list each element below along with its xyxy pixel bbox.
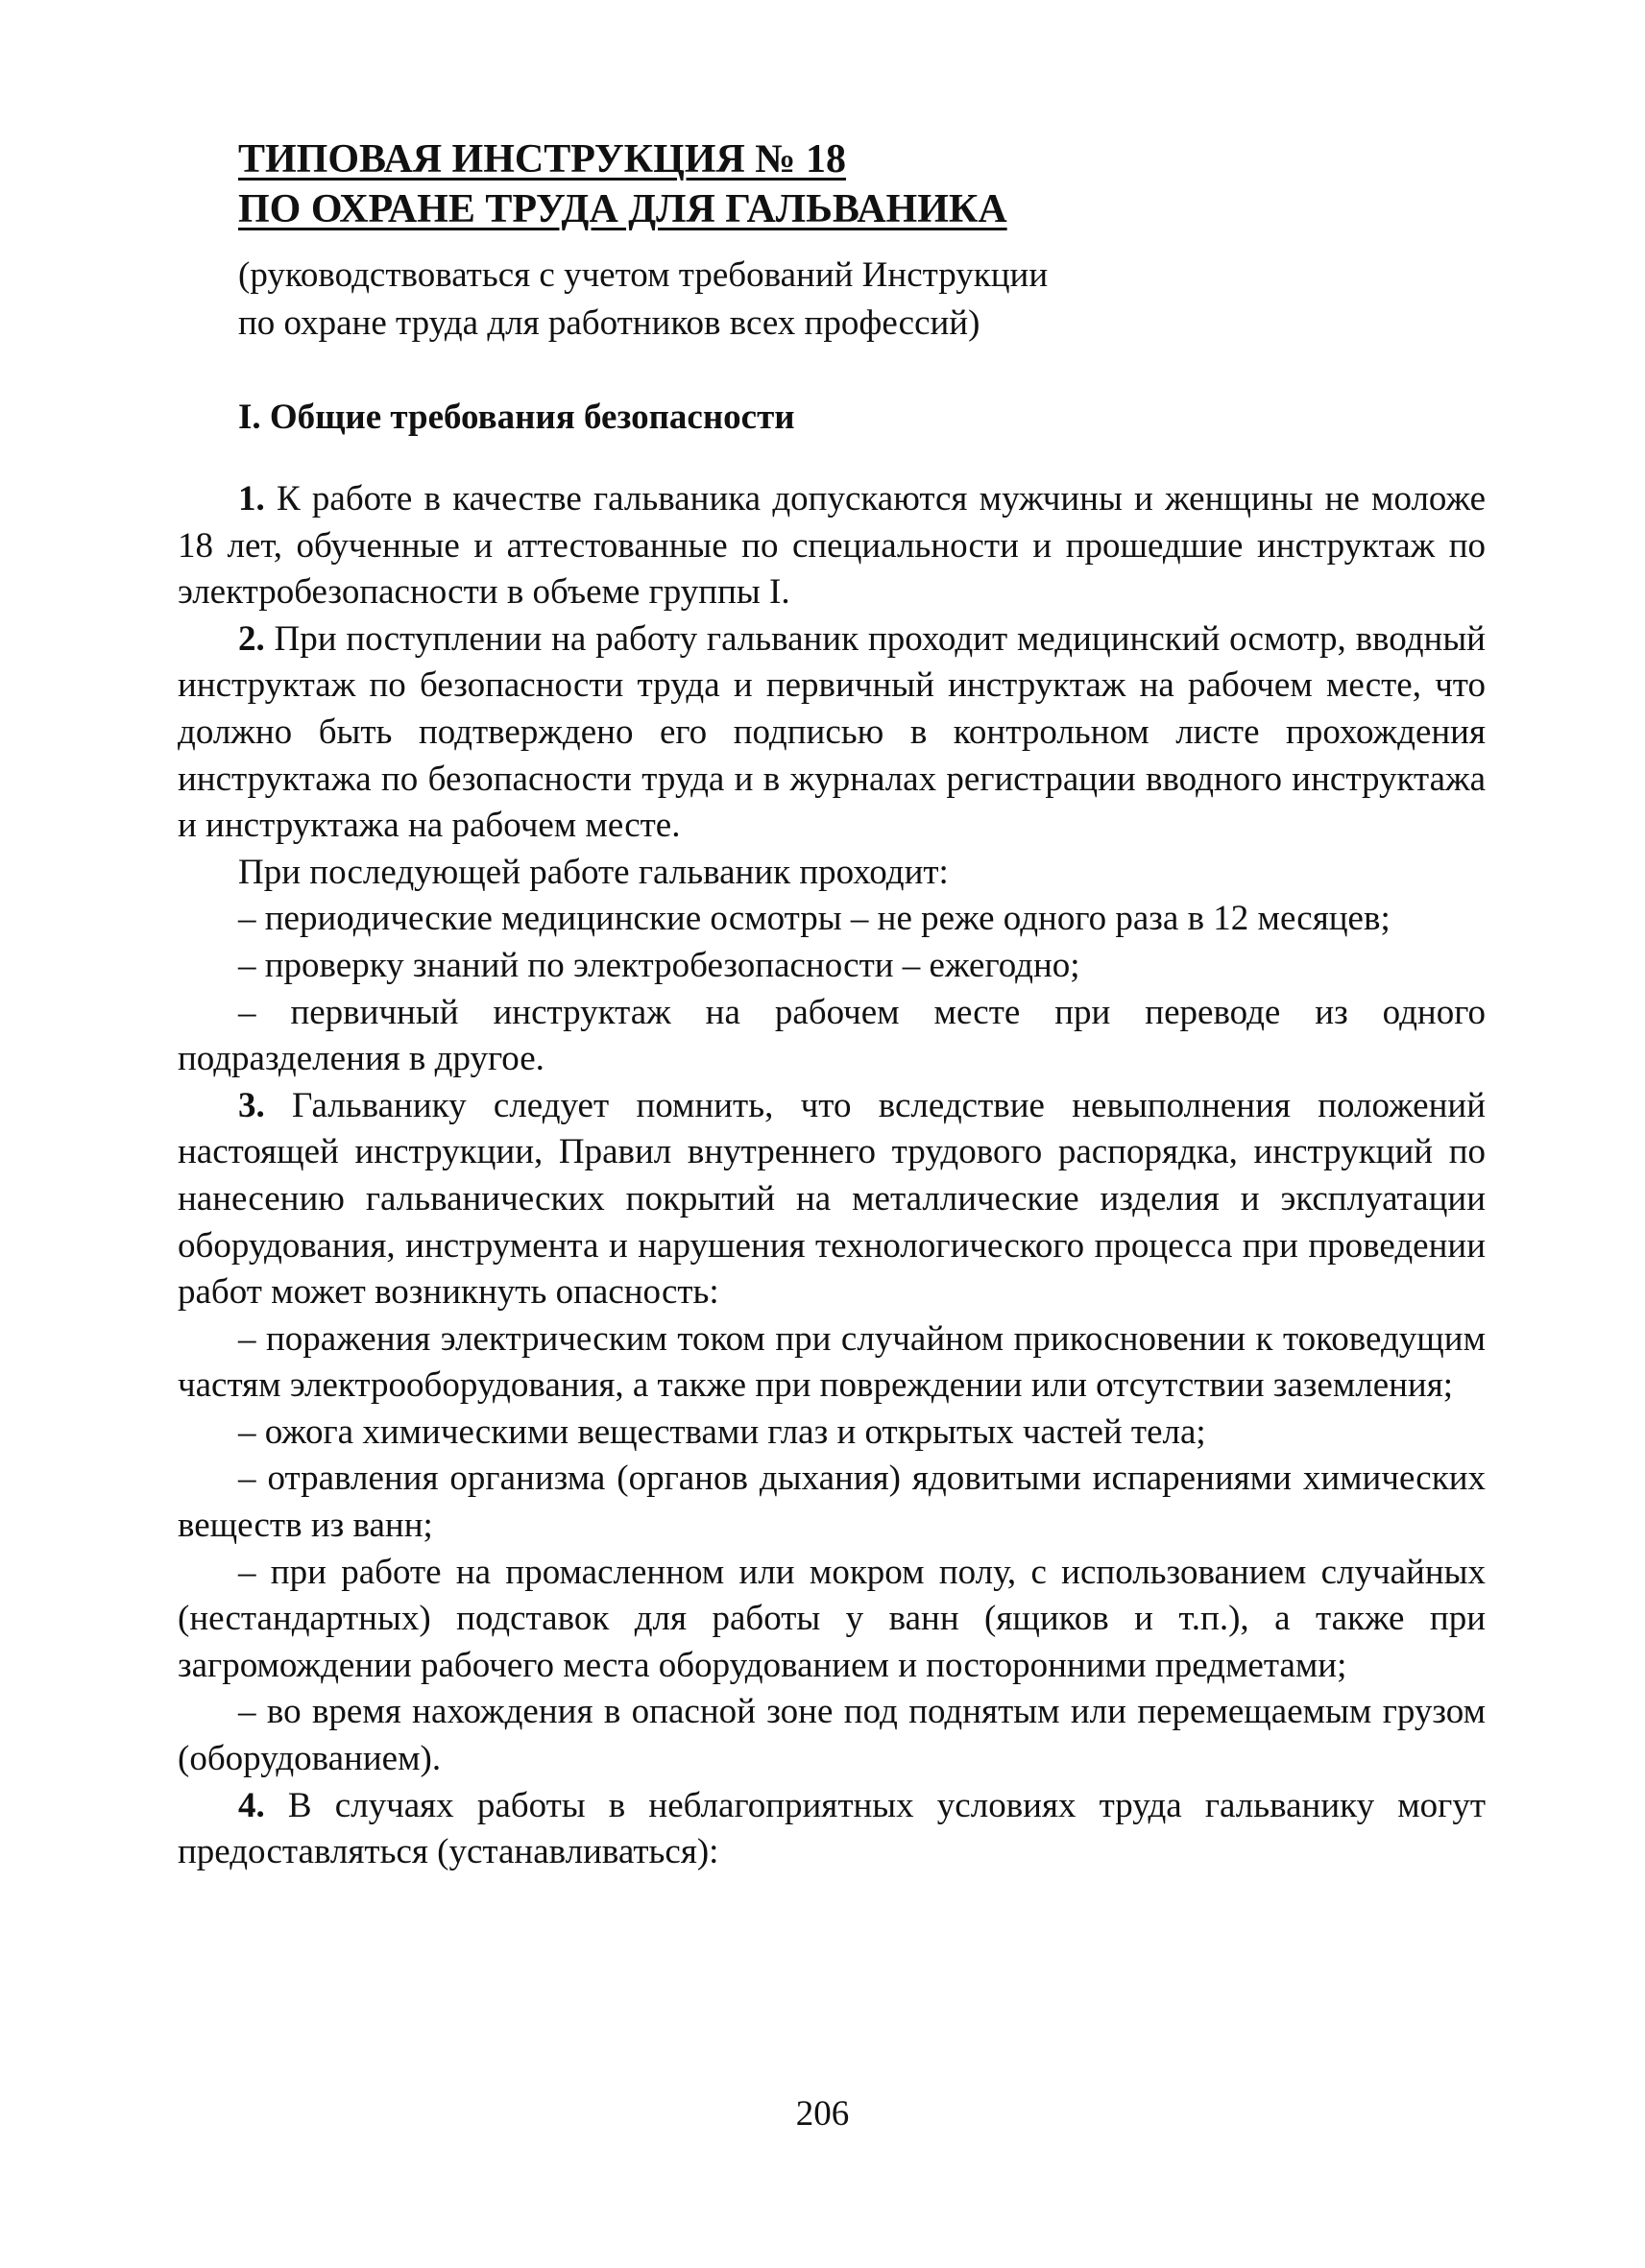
list-item [178, 1689, 1486, 1782]
paragraph-text: – при работе на промасленном или мокром полу, с использованием случайных (нестандартных) подставок для работы у ванн (ящиков и т.п.), а также при загромождении рабочего места оборудованием и посторонними предметами; [178, 1552, 1486, 1685]
paragraph-text: – проверку знаний по электробезопасности – ежегодно; [238, 945, 1080, 985]
list-item [178, 1410, 1486, 1457]
document-subtitle [238, 252, 1391, 348]
paragraph [178, 1783, 1486, 1876]
list-item [178, 943, 1486, 990]
paragraph-text: К работе в качестве гальваника допускаются мужчины и женщины не моложе 18 лет, обученные и аттестованные по специальности и прошедшие инструктаж по электробезопасности в объеме группы I. [178, 479, 1486, 613]
document-body [178, 476, 1486, 1876]
paragraph [178, 850, 1486, 897]
list-item [178, 1456, 1486, 1549]
list-item [178, 896, 1486, 943]
paragraph-text: – первичный инструктаж на рабочем месте при переводе из одного подразделения в другое. [178, 992, 1486, 1079]
paragraph-text: При последующей работе гальваник проходит: [238, 852, 949, 892]
paragraph-text: – ожога химическими веществами глаз и открытых частей тела; [238, 1411, 1206, 1452]
subtitle-line-1: (руководствоваться с учетом требований Инструкции [238, 255, 1049, 295]
paragraph-number: 1. [238, 479, 265, 519]
subtitle-line-2: по охране труда для работников всех профессий) [238, 303, 980, 343]
title-line-1: ТИПОВАЯ ИНСТРУКЦИЯ № 18 [238, 137, 846, 181]
paragraph-text: – периодические медицинские осмотры – не реже одного раза в 12 месяцев; [238, 899, 1391, 939]
paragraph [178, 1083, 1486, 1316]
paragraph-text: – поражения электрическим током при случайном прикосновении к токоведущим частям электрооборудования, а также при повреждении или отсутствии заземления; [178, 1318, 1486, 1406]
document-title [238, 134, 1486, 234]
section-heading: I. Общие требования безопасности [238, 398, 795, 437]
list-item [178, 1316, 1486, 1410]
paragraph-text: В случаях работы в неблагоприятных условиях труда гальванику могут предоставляться (устанавливаться): [178, 1785, 1486, 1872]
paragraph-text: Гальванику следует помнить, что вследствие невыполнения положений настоящей инструкции, Правил внутреннего трудового распорядка, инструкций по нанесению гальванических покрытий на металлические изделия и эксплуатации оборудования, инструмента и нарушения технологического процесса при проведении работ может возникнуть опасность: [178, 1085, 1486, 1313]
paragraph [178, 476, 1486, 616]
paragraph [178, 616, 1486, 850]
paragraph-number: 3. [238, 1085, 265, 1125]
page-number: 206 [795, 2094, 850, 2134]
title-line-2: ПО ОХРАНЕ ТРУДА ДЛЯ ГАЛЬВАНИКА [238, 187, 1007, 231]
document-page [178, 134, 1486, 1876]
paragraph-number: 4. [238, 1785, 265, 1825]
paragraph-text: При поступлении на работу гальваник проходит медицинский осмотр, вводный инструктаж по безопасности труда и первичный инструктаж на рабочем месте, что должно быть подтверждено его подписью в контрольном листе прохождения инструктажа по безопасности труда и в журналах регистрации вводного инструктажа и инструктажа на рабочем месте. [178, 618, 1486, 846]
paragraph-number: 2. [238, 618, 265, 659]
paragraph-text: – во время нахождения в опасной зоне под поднятым или перемещаемым грузом (оборудованием). [178, 1692, 1486, 1779]
list-item [178, 990, 1486, 1083]
paragraph-text: – отравления организма (органов дыхания) ядовитыми испарениями химических веществ из ванн; [178, 1459, 1486, 1546]
list-item [178, 1550, 1486, 1690]
